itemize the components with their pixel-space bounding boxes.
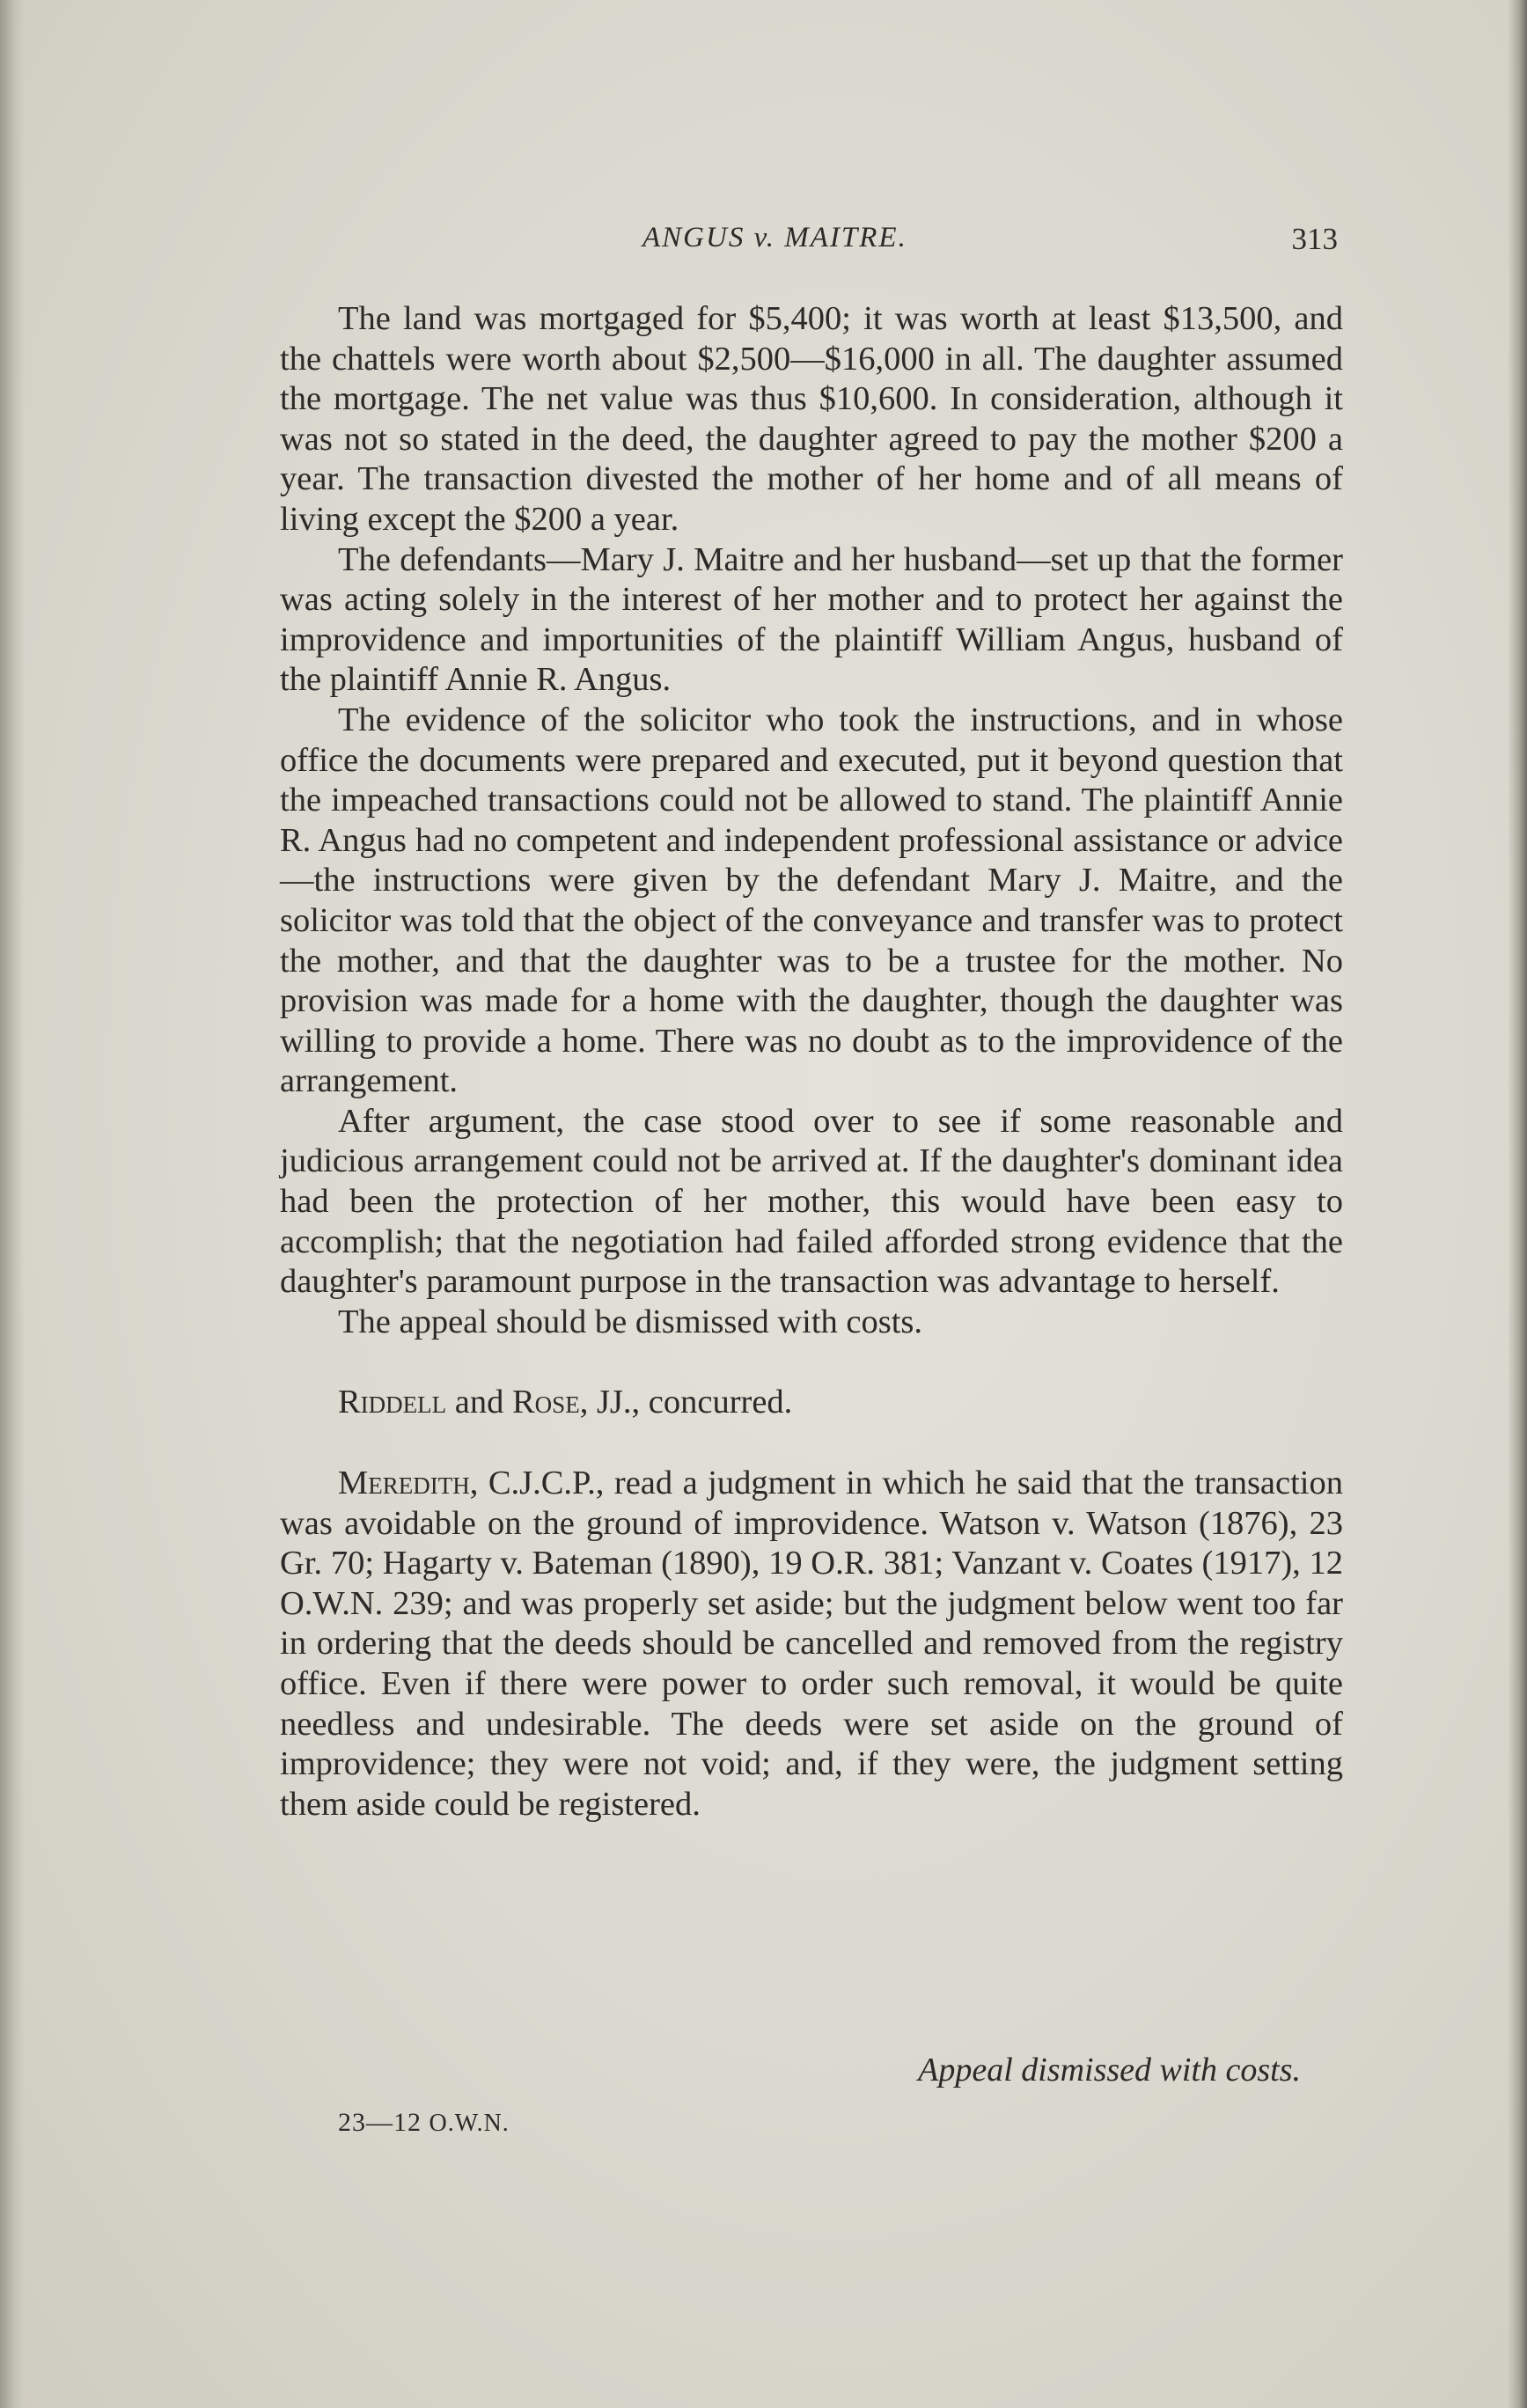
running-head xyxy=(282,222,1338,266)
page-edge xyxy=(1508,0,1527,2408)
judge-name: Meredith xyxy=(338,1465,470,1502)
concurrence-paragraph xyxy=(280,1383,1343,1423)
body-text xyxy=(280,299,1343,1824)
closing-disposition: Appeal dismissed with costs. xyxy=(918,2052,1301,2089)
page-number: 313 xyxy=(1291,222,1338,256)
paragraph: After argument, the case stood over to see if some reasonable and judicious arrangement could not be arrived at. If the daughter's dominant idea had been the protection of her mother, this would have been easy to accomplish; that the negotiation had failed afforded strong evidence that the daughter's paramount purpose in the transaction was advantage to herself. xyxy=(280,1102,1343,1301)
signature-abbr: O.W.N. xyxy=(429,2110,510,2137)
judge-name: Riddell xyxy=(338,1384,447,1421)
paragraph: The defendants—Mary J. Maitre and her husband—set up that the former was acting solely in the interest of her mother and to protect her against the improvidence and importunities of the plaintiff William Angus, husband of the plaintiff Annie R. Angus. xyxy=(280,540,1343,699)
judge-name: Rose xyxy=(512,1384,580,1421)
running-title: ANGUS v. MAITRE. xyxy=(642,222,907,253)
spine-shadow xyxy=(0,0,25,2408)
signature-number: 23—12 xyxy=(338,2108,422,2137)
paragraph: The appeal should be dismissed with costs. xyxy=(338,1303,923,1340)
judgment-text: , C.J.C.P., read a judgment in which he said that the transaction was avoidable on the ground of improvidence. Watson v. Watson (1876), 23 Gr. 70; Hagarty v. Bateman (1890), 19 O.R. 381; Vanzant v. Coates (1917), 12 O.W.N. 239; and was properly set aside; but the judgment below went too far in ordering that the deeds should be cancelled and removed from the registry office. Even if there were power to order such removal, it would be quite needless and undesirable. The deeds were set aside on the ground of improvidence; they were not void; and, if they were, the judgment setting them aside could be registered. xyxy=(280,1465,1343,1823)
paragraph: The land was mortgaged for $5,400; it was worth at least $13,500, and the chattels were worth about $2,500—$16,000 in all. The daughter assumed the mortgage. The net value was thus $10,600. In consideration, although it was not so stated in the deed, the daughter agreed to pay the mother $200 a year. The transaction divested the mother of her home and of all means of living except the $200 a year. xyxy=(280,300,1343,538)
paragraph: The evidence of the solicitor who took the instructions, and in whose office the documents were prepared and executed, put it beyond question that the impeached transactions could not be allowed to stand. The plaintiff Annie R. Angus had no competent and independent professional assistance or advice—the instructions were given by the defendant Mary J. Maitre, and the solicitor was told that the object of the conveyance and transfer was to protect the mother, and that the daughter was to be a trustee for the mother. No provision was made for a home with the daughter, though the daughter was willing to provide a home. There was no doubt as to the improvidence of the arrangement. xyxy=(280,701,1343,1100)
conjunction: and xyxy=(446,1384,512,1421)
meredith-paragraph xyxy=(280,1464,1343,1824)
printer-signature xyxy=(338,2108,510,2138)
concurrence-text: , JJ., concurred. xyxy=(579,1384,793,1421)
